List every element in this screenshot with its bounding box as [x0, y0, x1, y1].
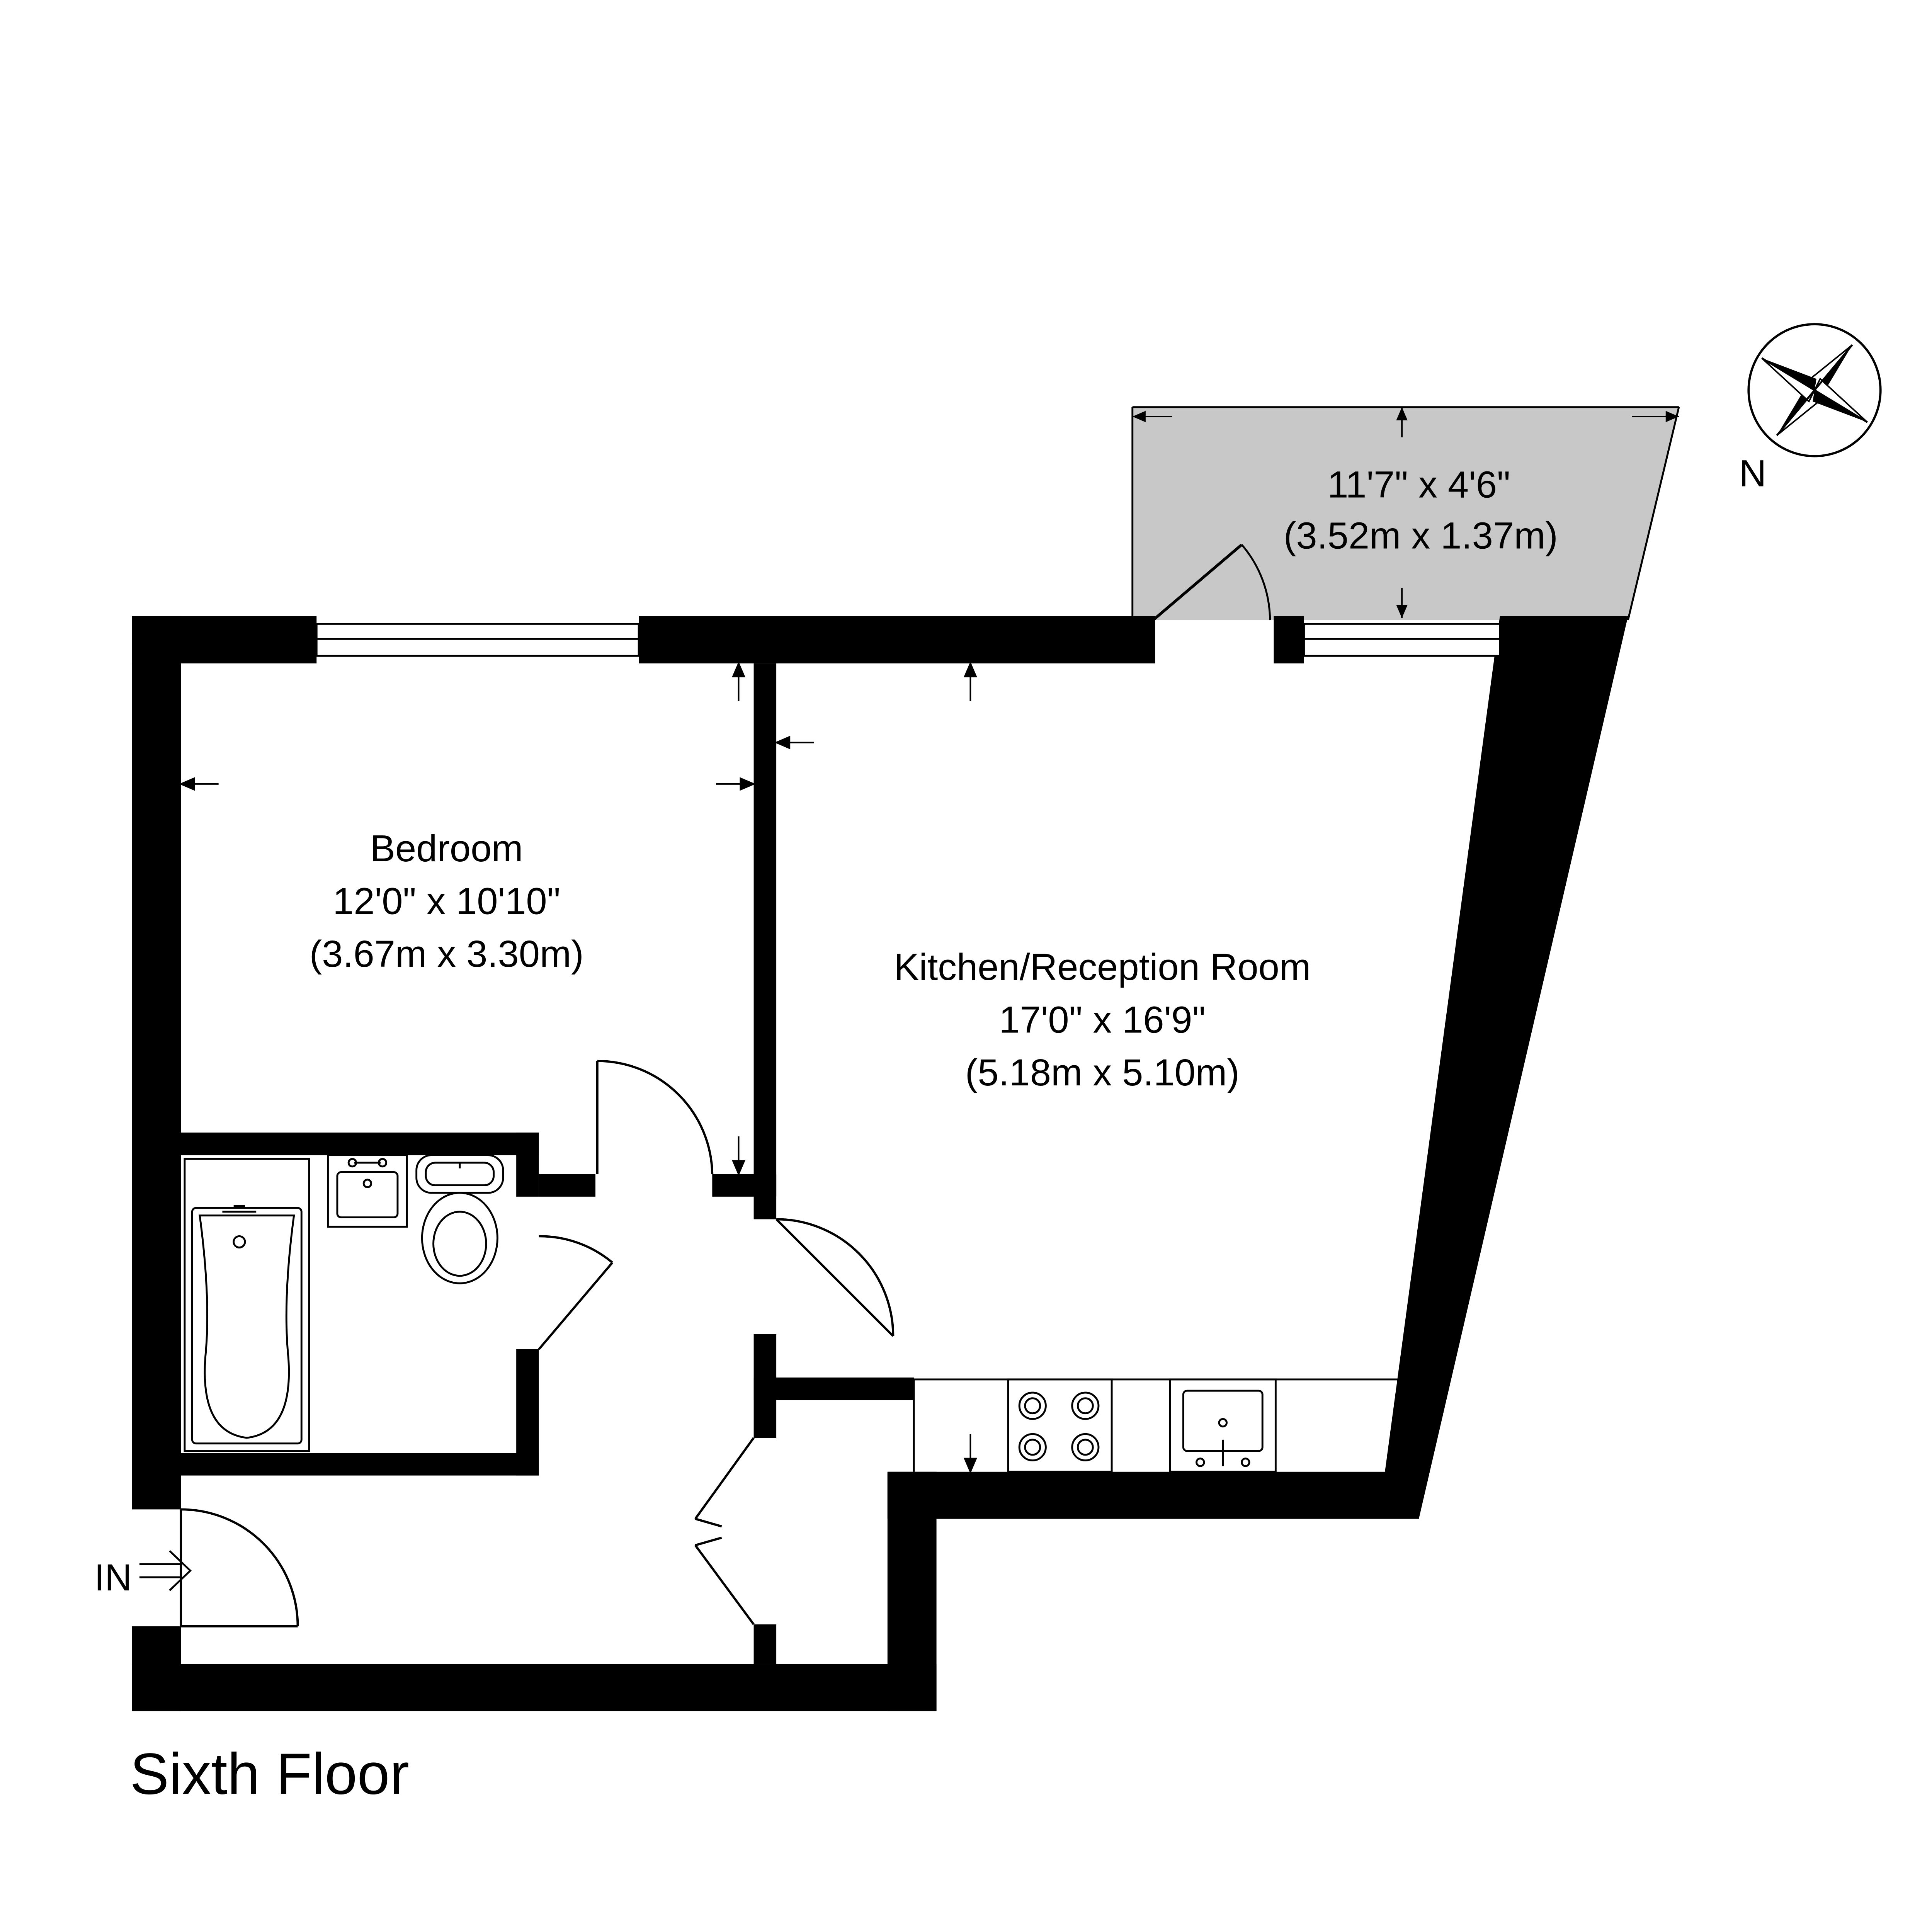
wall-hall-stub-right: [712, 1174, 776, 1197]
wall-top-jamb: [1274, 616, 1304, 663]
balcony-dimensions-imperial: 11'7" x 4'6": [1327, 463, 1510, 506]
bedroom-dimensions-imperial: 12'0" x 10'10": [333, 880, 561, 922]
hob: [1008, 1379, 1112, 1472]
wall-bottom: [132, 1664, 936, 1711]
toilet: [417, 1155, 503, 1284]
wall-bath-bottom: [181, 1453, 539, 1476]
balcony-dimensions-metric: (3.52m x 1.37m): [1283, 514, 1558, 557]
floor-label: Sixth Floor: [130, 1741, 409, 1807]
kitchen-name: Kitchen/Reception Room: [894, 946, 1311, 988]
compass-north-label: N: [1739, 452, 1767, 495]
kitchen-fixtures: [914, 1379, 1402, 1472]
washbasin: [328, 1155, 407, 1227]
wall-hall-stub: [539, 1174, 595, 1197]
wall-kitchen-bottom: [888, 1472, 1419, 1519]
entrance-marker: [94, 1551, 190, 1599]
entrance-label: IN: [94, 1556, 132, 1599]
balcony-area: [1133, 407, 1679, 620]
kitchen-dimensions-metric: (5.18m x 5.10m): [965, 1051, 1240, 1094]
balcony: [1133, 407, 1679, 620]
wall-cupboard-left-lower: [754, 1624, 777, 1664]
room-labels: [310, 827, 1311, 1094]
room-dimension-arrows: [181, 663, 1503, 1472]
kitchen-dimensions-imperial: 17'0" x 16'9": [999, 998, 1206, 1041]
kitchen-sink: [1170, 1379, 1276, 1472]
bedroom-dimensions-metric: (3.67m x 3.30m): [309, 932, 584, 975]
wall-bedroom-bath: [181, 1133, 539, 1155]
bedroom-name: Bedroom: [370, 827, 523, 869]
bathtub: [185, 1159, 309, 1451]
wall-bedroom-kitchen: [754, 663, 777, 1219]
wall-left-upper: [132, 616, 181, 1509]
bathroom-fixtures: [185, 1155, 503, 1451]
compass-rose-icon: [1748, 324, 1880, 456]
wall-bath-right: [516, 1133, 539, 1197]
entrance-arrow-icon: [139, 1551, 190, 1590]
wall-kitchen-step: [776, 1378, 914, 1400]
wall-top-mid: [639, 616, 1155, 663]
